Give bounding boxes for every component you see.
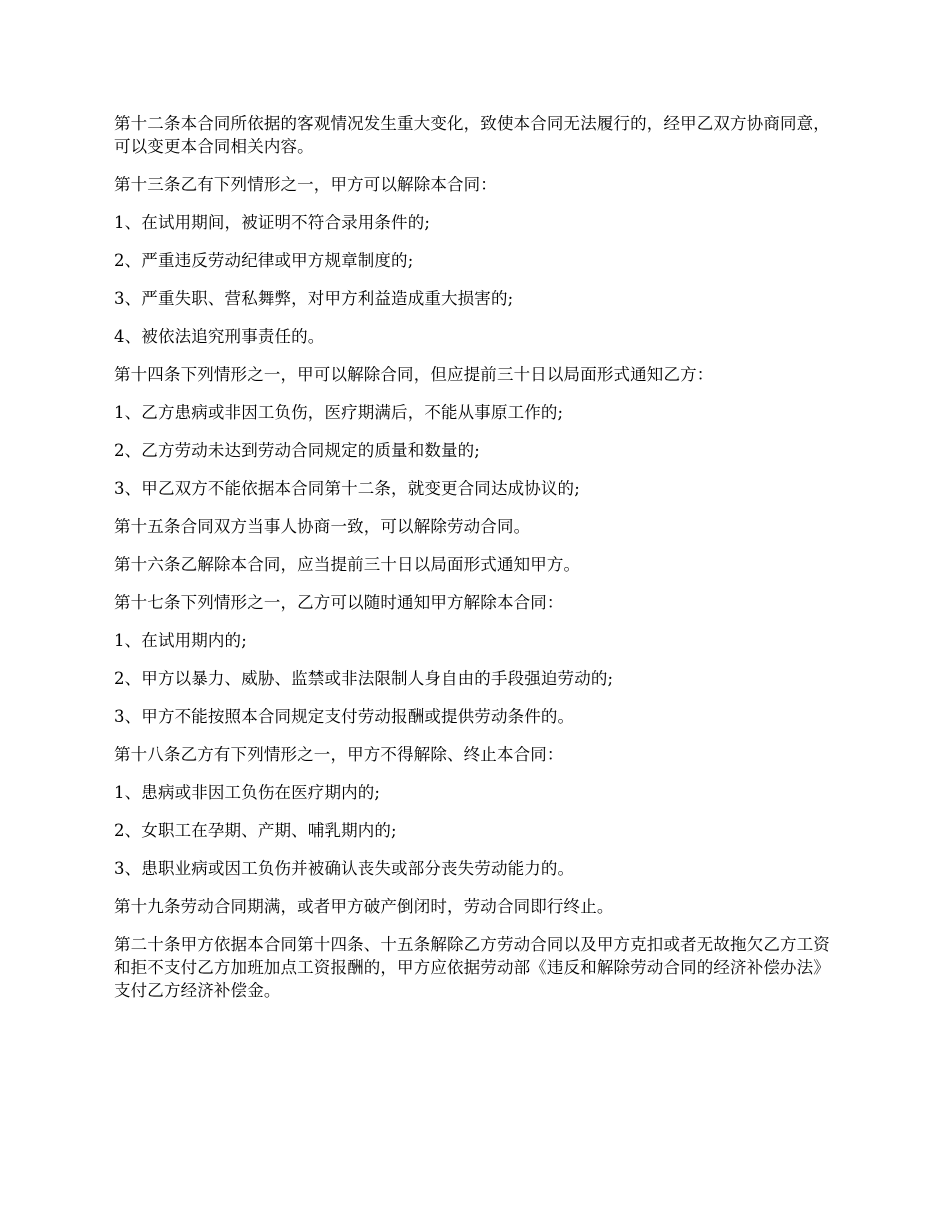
paragraph-article-13: 第十三条乙有下列情形之一，甲方可以解除本合同： — [114, 175, 497, 194]
paragraph-article-17: 第十七条下列情形之一，乙方可以随时通知甲方解除本合同： — [114, 593, 564, 612]
list-item: 1、在试用期内的; — [114, 631, 247, 650]
list-item: 4、被依法追究刑事责任的。 — [114, 327, 325, 346]
paragraph-article-15: 第十五条合同双方当事人协商一致，可以解除劳动合同。 — [114, 517, 531, 536]
list-item: 3、甲乙双方不能依据本合同第十二条，就变更合同达成协议的; — [114, 479, 580, 498]
paragraph-article-16: 第十六条乙解除本合同，应当提前三十日以局面形式通知甲方。 — [114, 555, 581, 574]
list-item: 3、甲方不能按照本合同规定支付劳动报酬或提供劳动条件的。 — [114, 707, 575, 726]
list-item: 2、甲方以暴力、威胁、监禁或非法限制人身自由的手段强迫劳动的; — [114, 669, 614, 688]
paragraph-article-14: 第十四条下列情形之一，甲可以解除合同，但应提前三十日以局面形式通知乙方： — [114, 365, 714, 384]
list-item: 1、乙方患病或非因工负伤，医疗期满后，不能从事原工作的; — [114, 403, 564, 422]
list-item: 2、乙方劳动未达到劳动合同规定的质量和数量的; — [114, 441, 481, 460]
paragraph-article-18: 第十八条乙方有下列情形之一，甲方不得解除、终止本合同： — [114, 745, 564, 764]
list-item: 2、女职工在孕期、产期、哺乳期内的; — [114, 821, 397, 840]
list-item: 2、严重违反劳动纪律或甲方规章制度的; — [114, 251, 414, 270]
list-item: 1、在试用期间，被证明不符合录用条件的; — [114, 213, 431, 232]
list-item: 3、严重失职、营私舞弊，对甲方利益造成重大损害的; — [114, 289, 514, 308]
document-page — [114, 112, 836, 1017]
paragraph-article-19: 第十九条劳动合同期满，或者甲方破产倒闭时，劳动合同即行终止。 — [114, 897, 614, 916]
paragraph-article-12: 第十二条本合同所依据的客观情况发生重大变化，致使本合同无法履行的，经甲乙双方协商同意，可以变更本合同相关内容。 — [114, 114, 830, 156]
paragraph-article-20: 第二十条甲方依据本合同第十四条、十五条解除乙方劳动合同以及甲方克扣或者无故拖欠乙方工资和拒不支付乙方加班加点工资报酬的，甲方应依据劳动部《违反和解除劳动合同的经济补偿办法》支付乙方经济补偿金。 — [114, 935, 830, 1000]
list-item: 3、患职业病或因工负伤并被确认丧失或部分丧失劳动能力的。 — [114, 859, 575, 878]
list-item: 1、患病或非因工负伤在医疗期内的; — [114, 783, 381, 802]
